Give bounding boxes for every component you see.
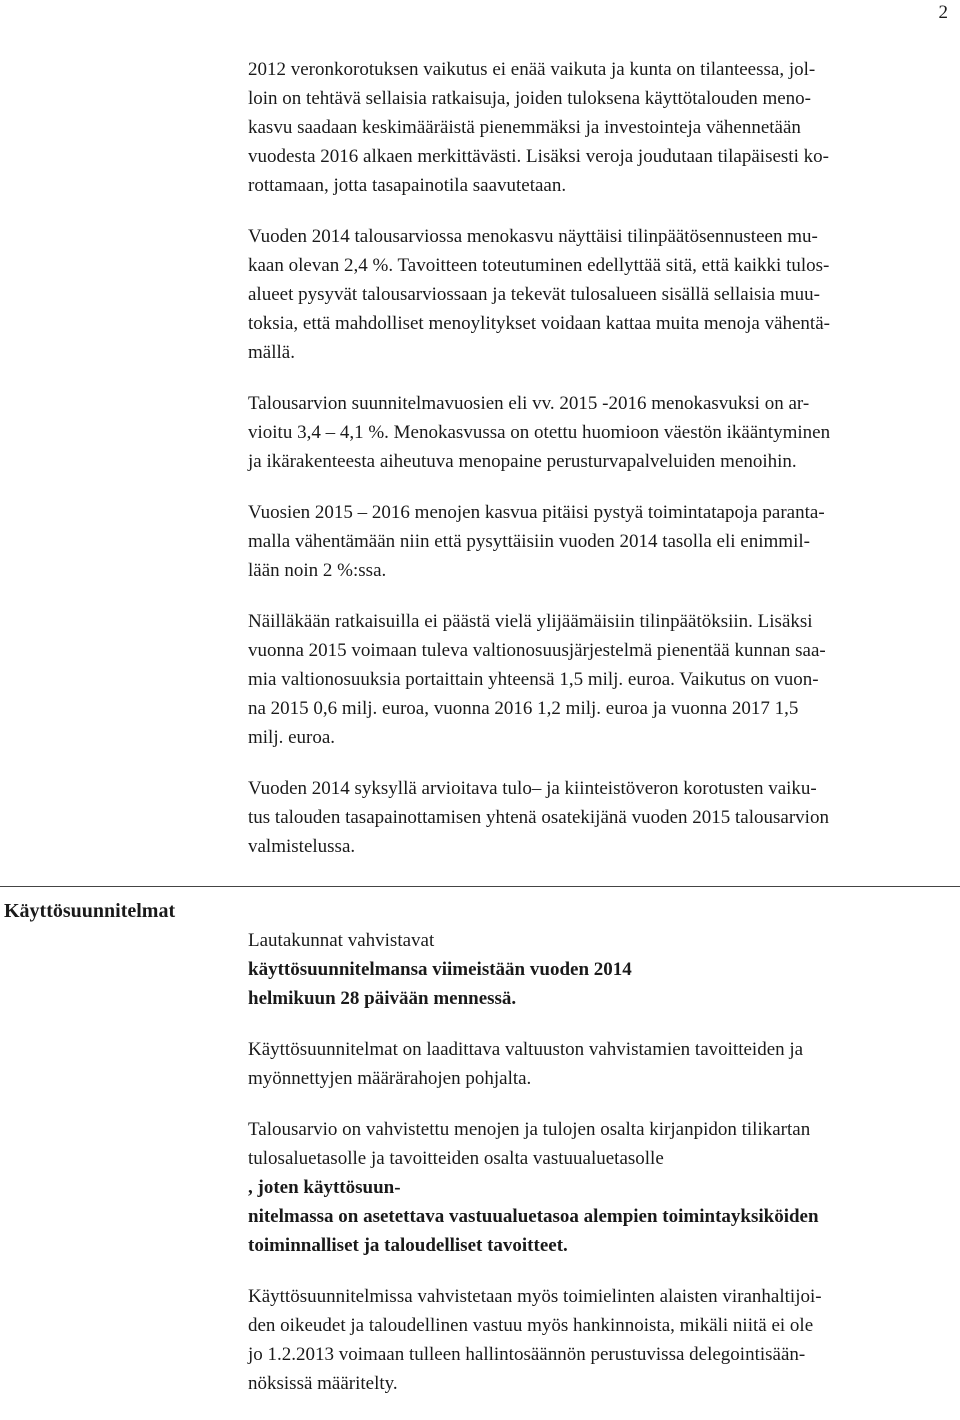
page-number: 2 [938, 2, 948, 23]
text-line: Näilläkään ratkaisuilla ei päästä vielä ylijäämäisiin tilinpäätöksiin. Lisäksi [248, 611, 813, 632]
text-line: vuonna 2015 voimaan tuleva valtionosuusjärjestelmä pienentää kunnan saa- [248, 640, 826, 661]
section-divider [0, 886, 960, 887]
text-line: toiminnalliset ja taloudelliset tavoitteet. [248, 1235, 568, 1256]
text-line: tus talouden tasapainottamisen yhtenä osatekijänä vuoden 2015 talousarvion [248, 807, 829, 828]
text-line: Talousarvion suunnitelmavuosien eli vv. 2015 -2016 menokasvuksi on ar- [248, 393, 810, 414]
bold-text: käyttösuunnitelmansa viimeistään vuoden 2014 [248, 959, 632, 980]
section-paragraph-1 [248, 926, 955, 1013]
text-line: Vuosien 2015 – 2016 menojen kasvua pitäisi pystyä toimintatapoja paranta- [248, 502, 825, 523]
text-line: Käyttösuunnitelmissa vahvistetaan myös toimielinten alaisten viranhaltijoi- [248, 1286, 822, 1307]
plain-text: tulosaluetasolle ja tavoitteiden osalta vastuualuetasolle [248, 1148, 664, 1169]
text-line: Vuoden 2014 talousarviossa menokasvu näyttäisi tilinpäätösennusteen mu- [248, 226, 818, 247]
paragraph-6 [248, 774, 955, 861]
text-line: Käyttösuunnitelmat on laadittava valtuuston vahvistamien tavoitteiden ja [248, 1039, 804, 1060]
text-line: rottamaan, jotta tasapainotila saavutetaan. [248, 175, 567, 196]
text-line: toksia, että mahdolliset menoylitykset voidaan kattaa muita menoja vähentä- [248, 313, 830, 334]
text-line: mia valtionosuuksia portaittain yhteensä 1,5 milj. euroa. Vaikutus on vuon- [248, 669, 819, 690]
text-line: vioitu 3,4 – 4,1 %. Menokasvussa on otettu huomioon väestön ikääntyminen [248, 422, 831, 443]
text-line: myönnettyjen määrärahojen pohjalta. [248, 1068, 532, 1089]
text-line [248, 926, 955, 984]
text-line: nitelmassa on asetettava vastuualuetasoa alempien toimintayksiköiden [248, 1206, 819, 1227]
paragraph-2 [248, 222, 955, 367]
text-line: kasvu saadaan keskimääräistä pienemmäksi ja investointeja vähennetään [248, 117, 801, 138]
section-heading: Käyttösuunnitelmat [4, 900, 176, 922]
text-line: 2012 veronkorotuksen vaikutus ei enää vaikuta ja kunta on tilanteessa, jol- [248, 59, 816, 80]
text-line: jo 1.2.2013 voimaan tulleen hallintosäännön perustuvissa delegointisään- [248, 1344, 806, 1365]
section-paragraph-4 [248, 1282, 955, 1398]
text-line: milj. euroa. [248, 727, 336, 748]
section-paragraph-2 [248, 1035, 955, 1093]
paragraph-3 [248, 389, 955, 476]
text-line [248, 1144, 955, 1202]
paragraph-1 [248, 55, 955, 200]
text-line: helmikuun 28 päivään mennessä. [248, 988, 517, 1009]
text-line: loin on tehtävä sellaisia ratkaisuja, joiden tuloksena käyttötalouden meno- [248, 88, 811, 109]
text-line: den oikeudet ja taloudellinen vastuu myös hankinnoista, mikäli niitä ei ole [248, 1315, 814, 1336]
text-line: nöksissä määritelty. [248, 1373, 398, 1394]
text-line: na 2015 0,6 milj. euroa, vuonna 2016 1,2 milj. euroa ja vuonna 2017 1,5 [248, 698, 799, 719]
bold-text: , joten käyttösuun- [248, 1177, 401, 1198]
main-text-section [248, 926, 955, 1420]
lead-text: Lautakunnat vahvistavat [248, 930, 435, 951]
text-line: alueet pysyvät talousarviossaan ja tekevät tulosalueen sisällä sellaisia muu- [248, 284, 820, 305]
text-line: Vuoden 2014 syksyllä arvioitava tulo– ja kiinteistöveron korotusten vaiku- [248, 778, 817, 799]
text-line: ja ikärakenteesta aiheutuva menopaine perusturvapalveluiden menoihin. [248, 451, 797, 472]
paragraph-5 [248, 607, 955, 752]
paragraph-4 [248, 498, 955, 585]
text-line: kaan olevan 2,4 %. Tavoitteen toteutuminen edellyttää sitä, että kaikki tulos- [248, 255, 830, 276]
section-paragraph-3 [248, 1115, 955, 1260]
text-line: mällä. [248, 342, 295, 363]
text-line: vuodesta 2016 alkaen merkittävästi. Lisäksi veroja joudutaan tilapäisesti ko- [248, 146, 829, 167]
text-line: valmistelussa. [248, 836, 356, 857]
text-line: malla vähentämään niin että pysyttäisiin vuoden 2014 tasolla eli enimmil- [248, 531, 810, 552]
main-text-top [248, 55, 955, 883]
text-line: Talousarvio on vahvistettu menojen ja tulojen osalta kirjanpidon tilikartan [248, 1119, 811, 1140]
text-line: lään noin 2 %:ssa. [248, 560, 387, 581]
